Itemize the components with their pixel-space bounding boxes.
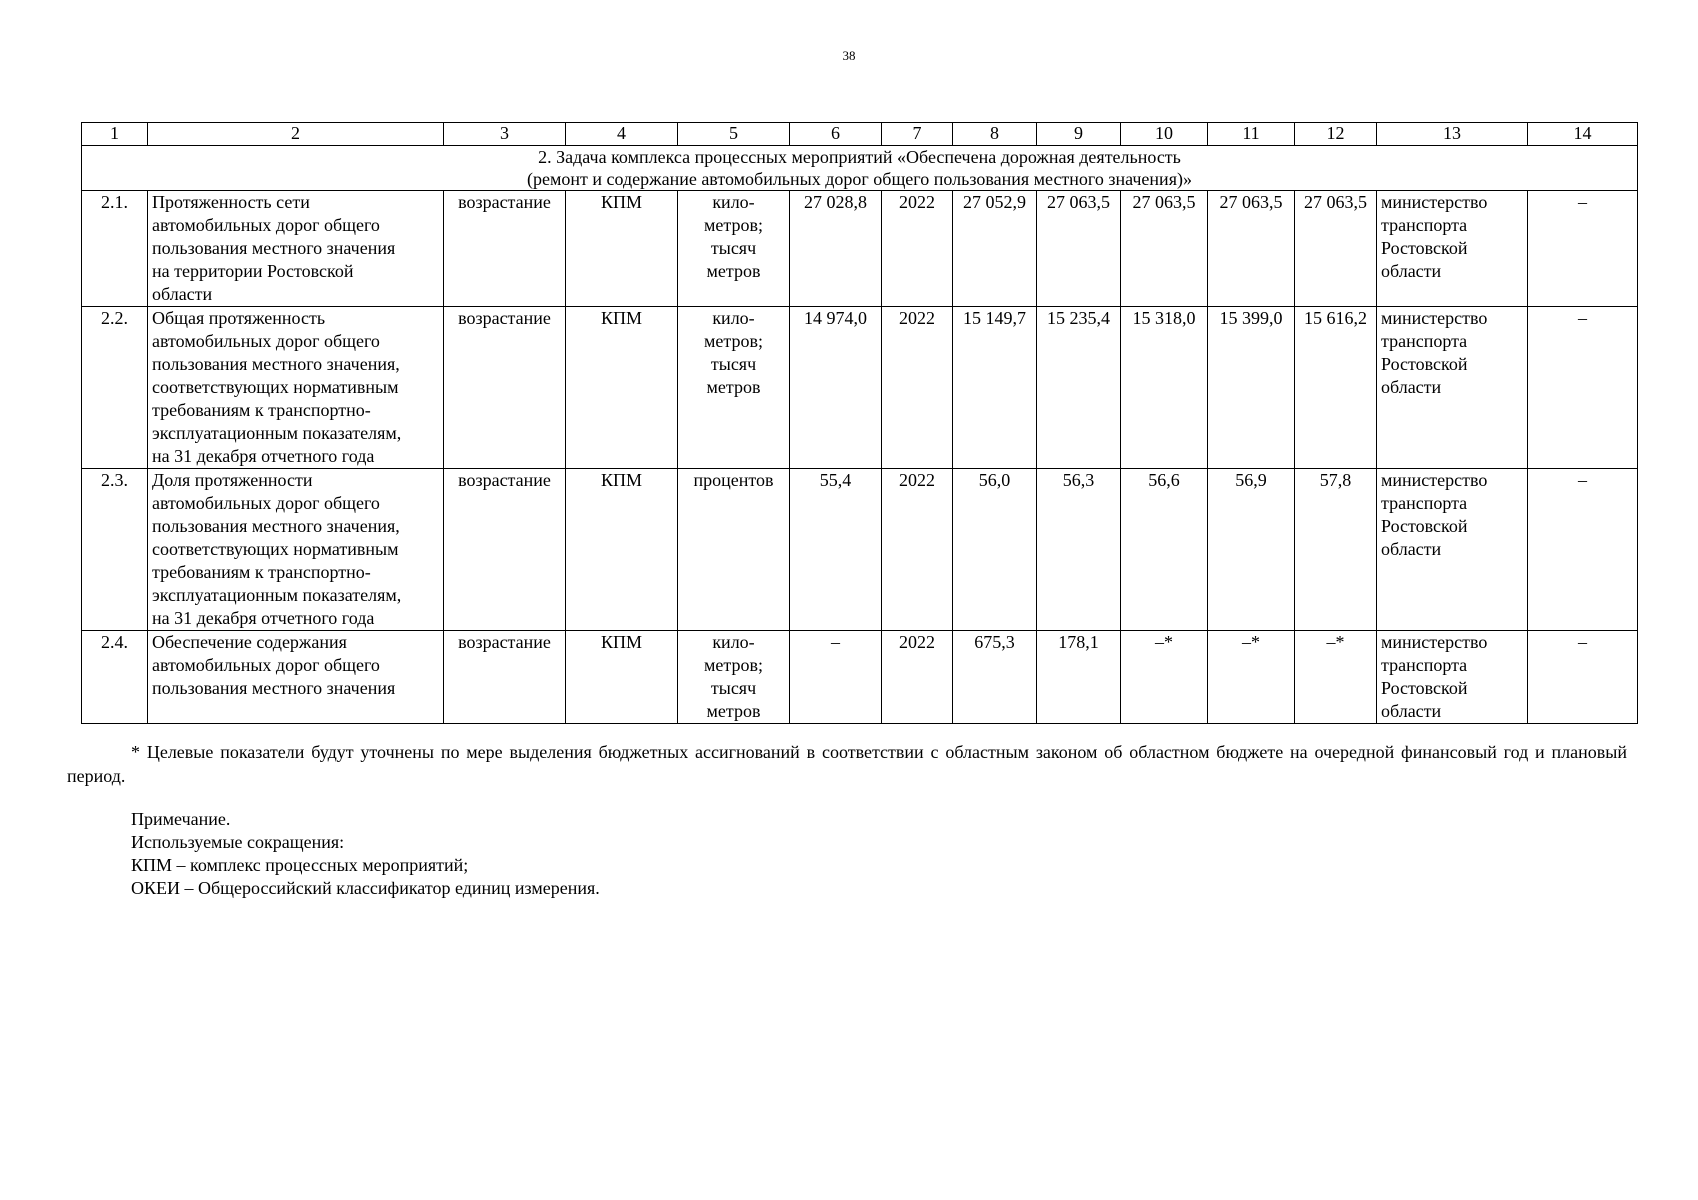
trend-cell: возрастание	[444, 191, 566, 307]
trend-cell: возрастание	[444, 469, 566, 631]
column-number-cell: 12	[1295, 123, 1377, 146]
value-year2-cell: 56,3	[1037, 469, 1121, 631]
level-cell: КПМ	[566, 191, 678, 307]
unit-cell	[678, 469, 790, 631]
value-year1-cell: 15 149,7	[953, 307, 1037, 469]
indicator-name-cell-line: Протяженность сети	[152, 192, 310, 212]
extra-cell: –	[1528, 631, 1638, 724]
value-year5-cell: 57,8	[1295, 469, 1377, 631]
abbreviation-okei: ОКЕИ – Общероссийский классификатор единиц измерения.	[131, 878, 600, 898]
indicator-name-cell-line: соответствующих нормативным	[152, 539, 399, 559]
indicator-name-cell-line: требованиям к транспортно-	[152, 562, 371, 582]
section-title-line: 2. Задача комплекса процессных мероприятий «Обеспечена дорожная деятельность	[538, 147, 1181, 167]
indicator-name-cell-line: автомобильных дорог общего	[152, 655, 380, 675]
responsible-cell-line: области	[1381, 377, 1442, 397]
unit-cell-line: тысяч	[710, 678, 757, 698]
base-value-cell: 14 974,0	[790, 307, 882, 469]
unit-cell-line: метров;	[704, 655, 763, 675]
level-cell: КПМ	[566, 307, 678, 469]
responsible-cell-line: министерство	[1381, 192, 1488, 212]
row-number-cell: 2.1.	[82, 191, 148, 307]
responsible-cell-line: транспорта	[1381, 331, 1468, 351]
base-value-cell: –	[790, 631, 882, 724]
column-number-cell: 13	[1377, 123, 1528, 146]
indicator-name-cell	[148, 307, 444, 469]
page-number: 38	[842, 48, 856, 63]
value-year4-cell: –*	[1208, 631, 1295, 724]
footnote: * Целевые показатели будут уточнены по мере выделения бюджетных ассигнований в соответствии с областным законом об областном бюджете на очередной финансовый год и плановый период.	[67, 742, 1627, 786]
column-number-cell: 1	[82, 123, 148, 146]
indicator-name-cell-line: на 31 декабря отчетного года	[152, 446, 375, 466]
indicator-name-cell-line: на 31 декабря отчетного года	[152, 608, 375, 628]
extra-cell: –	[1528, 307, 1638, 469]
indicator-name-cell-line: автомобильных дорог общего	[152, 215, 380, 235]
value-year1-cell: 27 052,9	[953, 191, 1037, 307]
base-value-cell: 27 028,8	[790, 191, 882, 307]
trend-cell: возрастание	[444, 631, 566, 724]
responsible-cell-line: транспорта	[1381, 215, 1468, 235]
value-year2-cell: 178,1	[1037, 631, 1121, 724]
unit-cell-line: метров	[706, 261, 761, 281]
indicator-name-cell-line: пользования местного значения	[152, 678, 396, 698]
value-year3-cell: –*	[1121, 631, 1208, 724]
value-year4-cell: 56,9	[1208, 469, 1295, 631]
indicator-name-cell-line: соответствующих нормативным	[152, 377, 399, 397]
responsible-cell-line: Ростовской	[1381, 238, 1468, 258]
responsible-cell-line: министерство	[1381, 632, 1488, 652]
indicator-name-cell	[148, 469, 444, 631]
base-year-cell: 2022	[882, 631, 953, 724]
abbreviation-kpm: КПМ – комплекс процессных мероприятий;	[131, 855, 469, 875]
unit-cell-line: тысяч	[710, 354, 757, 374]
responsible-cell-line: министерство	[1381, 308, 1488, 328]
value-year4-cell: 27 063,5	[1208, 191, 1295, 307]
unit-cell-line: метров;	[704, 331, 763, 351]
indicator-name-cell-line: Обеспечение содержания	[152, 632, 347, 652]
responsible-cell-line: Ростовской	[1381, 354, 1468, 374]
responsible-cell-line: Ростовской	[1381, 678, 1468, 698]
unit-cell-line: метров;	[704, 215, 763, 235]
unit-cell-line: метров	[706, 377, 761, 397]
unit-cell-line: процентов	[693, 470, 774, 490]
column-number-cell: 7	[882, 123, 953, 146]
column-number-cell: 8	[953, 123, 1037, 146]
column-number-cell: 6	[790, 123, 882, 146]
indicator-name-cell-line: требованиям к транспортно-	[152, 400, 371, 420]
value-year1-cell: 56,0	[953, 469, 1037, 631]
column-number-cell: 9	[1037, 123, 1121, 146]
indicator-name-cell	[148, 631, 444, 724]
indicator-name-cell-line: Общая протяженность	[152, 308, 326, 328]
unit-cell-line: кило-	[712, 192, 755, 212]
indicator-name-cell-line: пользования местного значения,	[152, 516, 400, 536]
indicator-name-cell-line: эксплуатационным показателям,	[152, 585, 402, 605]
extra-cell: –	[1528, 469, 1638, 631]
level-cell: КПМ	[566, 631, 678, 724]
trend-cell: возрастание	[444, 307, 566, 469]
note-title: Примечание.	[131, 809, 231, 829]
unit-cell-line: кило-	[712, 632, 755, 652]
responsible-cell-line: области	[1381, 261, 1442, 281]
indicator-row	[82, 469, 1638, 631]
unit-cell	[678, 631, 790, 724]
indicator-name-cell-line: пользования местного значения	[152, 238, 396, 258]
indicator-name-cell-line: на территории Ростовской	[152, 261, 354, 281]
indicators-table	[81, 122, 1638, 724]
section-title-row	[82, 146, 1638, 191]
indicator-name-cell-line: эксплуатационным показателям,	[152, 423, 402, 443]
section-title-line: (ремонт и содержание автомобильных дорог общего пользования местного значения)»	[527, 169, 1192, 189]
column-number-cell: 2	[148, 123, 444, 146]
value-year2-cell: 27 063,5	[1037, 191, 1121, 307]
column-number-cell: 3	[444, 123, 566, 146]
unit-cell	[678, 307, 790, 469]
indicator-row	[82, 631, 1638, 724]
unit-cell-line: тысяч	[710, 238, 757, 258]
indicator-name-cell-line: Доля протяженности	[152, 470, 313, 490]
unit-cell-line: метров	[706, 701, 761, 721]
value-year3-cell: 27 063,5	[1121, 191, 1208, 307]
row-number-cell: 2.2.	[82, 307, 148, 469]
extra-cell: –	[1528, 191, 1638, 307]
value-year3-cell: 56,6	[1121, 469, 1208, 631]
indicator-name-cell-line: пользования местного значения,	[152, 354, 400, 374]
column-number-cell: 5	[678, 123, 790, 146]
responsible-cell-line: области	[1381, 539, 1442, 559]
unit-cell-line: кило-	[712, 308, 755, 328]
notes-block	[131, 808, 600, 900]
value-year1-cell: 675,3	[953, 631, 1037, 724]
column-number-cell: 14	[1528, 123, 1638, 146]
indicator-name-cell	[148, 191, 444, 307]
responsible-cell	[1377, 307, 1528, 469]
responsible-cell-line: Ростовской	[1381, 516, 1468, 536]
column-number-cell: 11	[1208, 123, 1295, 146]
indicator-name-cell-line: автомобильных дорог общего	[152, 331, 380, 351]
base-year-cell: 2022	[882, 469, 953, 631]
responsible-cell-line: транспорта	[1381, 655, 1468, 675]
value-year2-cell: 15 235,4	[1037, 307, 1121, 469]
indicator-row	[82, 307, 1638, 469]
value-year5-cell: –*	[1295, 631, 1377, 724]
section-title-cell	[82, 146, 1638, 191]
abbreviations-title: Используемые сокращения:	[131, 832, 345, 852]
indicator-name-cell-line: автомобильных дорог общего	[152, 493, 380, 513]
indicator-row	[82, 191, 1638, 307]
column-number-cell: 10	[1121, 123, 1208, 146]
indicator-name-cell-line: области	[152, 284, 213, 304]
level-cell: КПМ	[566, 469, 678, 631]
responsible-cell	[1377, 469, 1528, 631]
base-value-cell: 55,4	[790, 469, 882, 631]
value-year5-cell: 15 616,2	[1295, 307, 1377, 469]
responsible-cell	[1377, 191, 1528, 307]
value-year3-cell: 15 318,0	[1121, 307, 1208, 469]
column-number-cell: 4	[566, 123, 678, 146]
value-year4-cell: 15 399,0	[1208, 307, 1295, 469]
responsible-cell	[1377, 631, 1528, 724]
row-number-cell: 2.4.	[82, 631, 148, 724]
row-number-cell: 2.3.	[82, 469, 148, 631]
base-year-cell: 2022	[882, 191, 953, 307]
responsible-cell-line: транспорта	[1381, 493, 1468, 513]
responsible-cell-line: области	[1381, 701, 1442, 721]
value-year5-cell: 27 063,5	[1295, 191, 1377, 307]
responsible-cell-line: министерство	[1381, 470, 1488, 490]
base-year-cell: 2022	[882, 307, 953, 469]
unit-cell	[678, 191, 790, 307]
column-number-header-row	[82, 123, 1638, 146]
